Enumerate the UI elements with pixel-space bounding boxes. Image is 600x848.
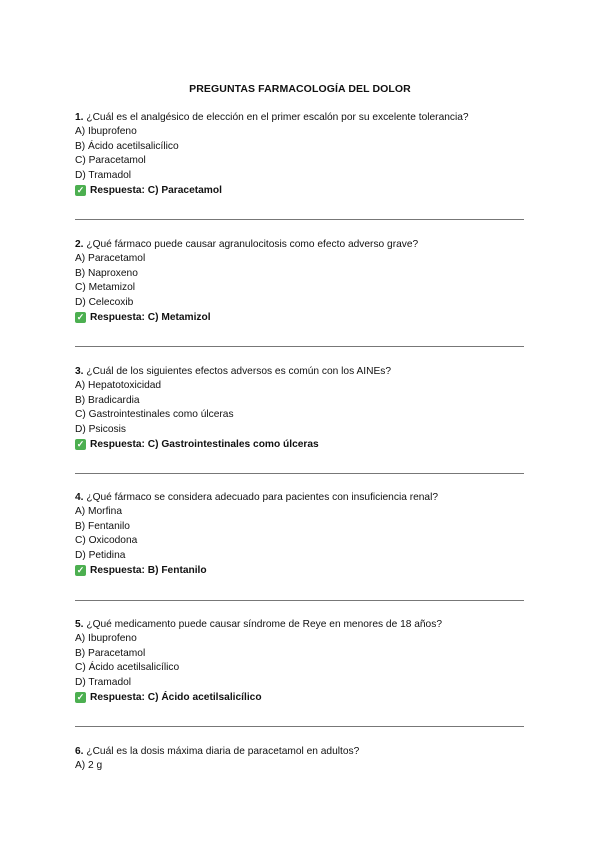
question-text: 5. ¿Qué medicamento puede causar síndrome de Reye en menores de 18 años? <box>75 619 442 630</box>
question-number: 3. <box>75 366 84 377</box>
option-a: A) Ibuprofeno <box>75 633 137 644</box>
question-2 <box>75 237 525 325</box>
question-number: 1. <box>75 112 84 123</box>
option-d: D) Celecoxib <box>75 296 134 308</box>
check-mark-icon: ✓ <box>76 692 85 703</box>
option-b: B) Fentanilo <box>75 520 130 532</box>
answer: ✓ Respuesta: C) Gastrointestinales como úlceras <box>76 439 319 451</box>
question-text: 2. ¿Qué fármaco puede causar agranulocitosis como efecto adverso grave? <box>75 239 419 250</box>
answer: ✓ Respuesta: B) Fentanilo <box>76 565 207 577</box>
option-d: D) Petidina <box>75 549 126 561</box>
question-number: 6. <box>75 746 84 757</box>
question-5 <box>75 617 525 705</box>
option-a: A) Hepatotoxicidad <box>75 380 162 391</box>
separator <box>75 346 524 347</box>
question-1 <box>75 110 525 198</box>
option-a: A) Ibuprofeno <box>75 126 137 137</box>
option-d: D) Psicosis <box>75 423 126 435</box>
question-4 <box>75 490 525 578</box>
option-a: A) 2 g <box>75 760 103 771</box>
answer: ✓ Respuesta: C) Metamizol <box>76 312 211 324</box>
option-c: C) Paracetamol <box>75 155 146 167</box>
separator <box>75 600 524 601</box>
option-c: C) Ácido acetilsalicílico <box>75 662 180 674</box>
option-c: C) Metamizol <box>75 282 136 294</box>
check-mark-icon: ✓ <box>76 185 85 196</box>
separator <box>75 726 524 727</box>
option-d: D) Tramadol <box>75 169 132 181</box>
option-b: B) Ácido acetilsalicílico <box>75 140 179 152</box>
option-d: D) Tramadol <box>75 676 132 688</box>
question-text: 3. ¿Cuál de los siguientes efectos adversos es común con los AINEs? <box>75 366 391 377</box>
option-b: B) Bradicardia <box>75 394 140 406</box>
answer: ✓ Respuesta: C) Paracetamol <box>76 185 222 197</box>
check-mark-icon: ✓ <box>76 312 85 323</box>
question-number: 5. <box>75 619 84 630</box>
check-mark-icon: ✓ <box>76 439 85 450</box>
question-3 <box>75 364 525 452</box>
option-b: B) Naproxeno <box>75 267 138 279</box>
question-6 <box>75 744 525 774</box>
option-b: B) Paracetamol <box>75 647 146 659</box>
check-mark-icon: ✓ <box>76 565 85 576</box>
page-title: PREGUNTAS FARMACOLOGÍA DEL DOLOR <box>189 83 411 95</box>
question-text: 1. ¿Cuál es el analgésico de elección en el primer escalón por su excelente tolerancia? <box>75 112 469 123</box>
question-number: 2. <box>75 239 84 250</box>
option-c: C) Gastrointestinales como úlceras <box>75 409 234 421</box>
option-a: A) Morfina <box>75 506 122 517</box>
answer: ✓ Respuesta: C) Ácido acetilsalicílico <box>76 692 262 704</box>
option-c: C) Oxicodona <box>75 535 138 547</box>
separator <box>75 473 524 474</box>
question-text: 6. ¿Cuál es la dosis máxima diaria de paracetamol en adultos? <box>75 746 360 757</box>
question-text: 4. ¿Qué fármaco se considera adecuado para pacientes con insuficiencia renal? <box>75 492 439 503</box>
separator <box>75 219 524 220</box>
question-number: 4. <box>75 492 84 503</box>
option-a: A) Paracetamol <box>75 253 146 264</box>
